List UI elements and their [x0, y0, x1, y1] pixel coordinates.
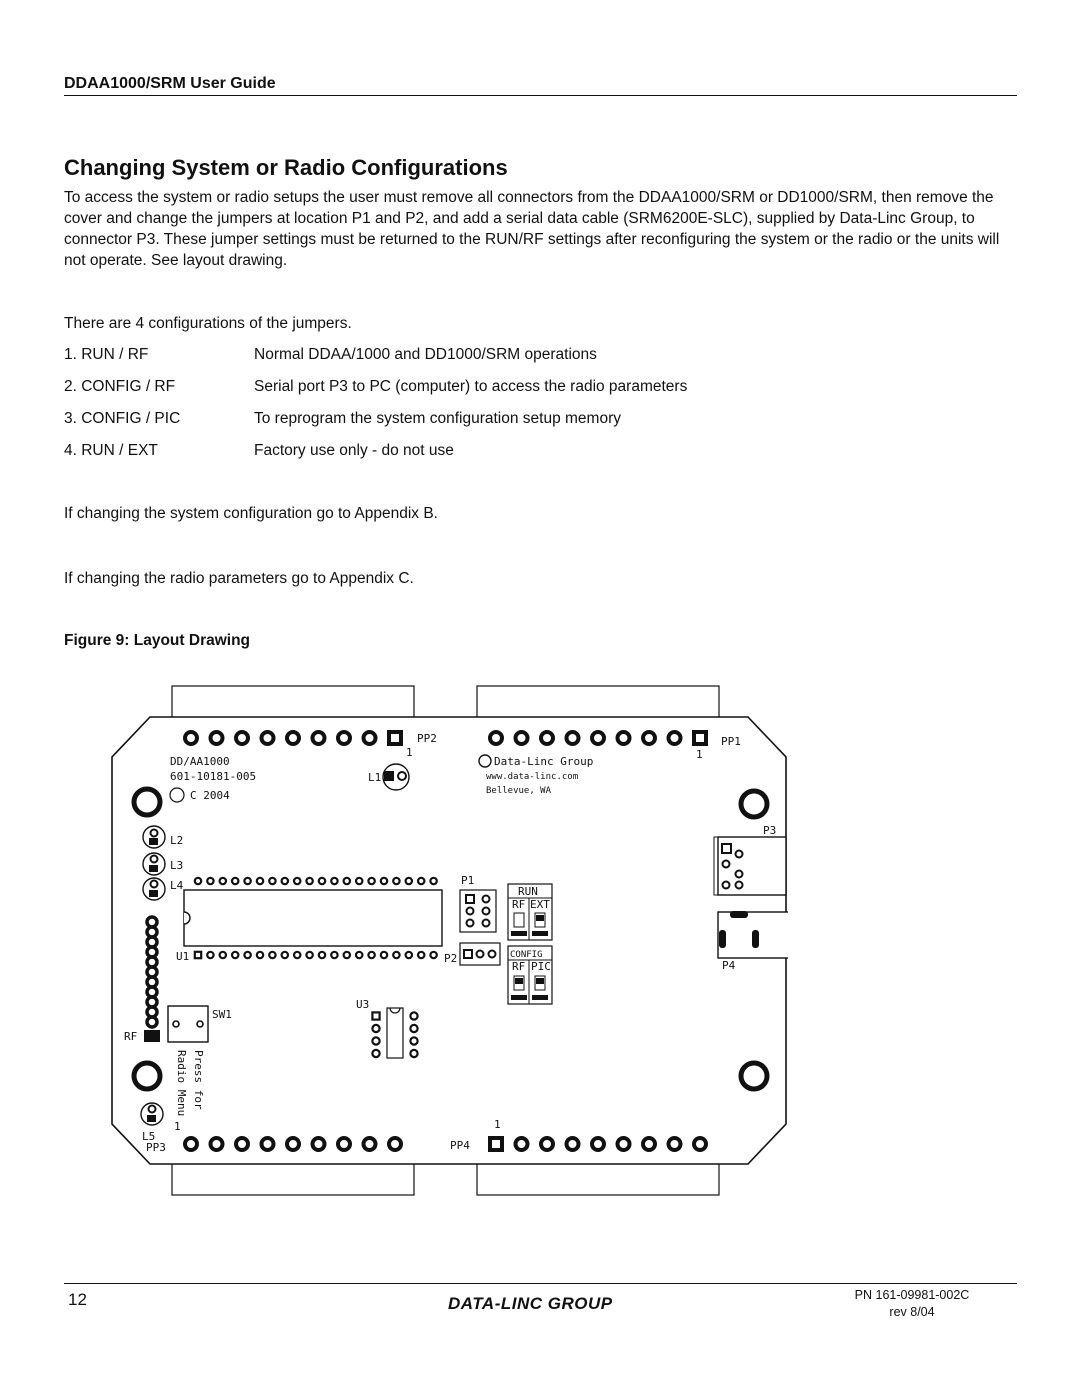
label-copyright: C 2004: [190, 789, 230, 802]
label-p1: P1: [461, 874, 475, 887]
label-part-number: 601-10181-005: [170, 770, 257, 783]
config-row: [64, 410, 964, 430]
footer-rev: rev 8/04: [889, 1305, 935, 1319]
part-number-block: [842, 1287, 982, 1321]
label-p4: P4: [722, 959, 736, 972]
label-l5: L5: [142, 1130, 156, 1143]
legend-pic: PIC: [531, 960, 551, 973]
label-l4: L4: [170, 879, 184, 892]
label-url: www.data-linc.com: [486, 772, 579, 782]
legend-rf: RF: [512, 960, 526, 973]
switch-sw1: [168, 1006, 208, 1042]
footer-pn: PN 161-09981-002C: [854, 1288, 970, 1302]
jumper-p2: [460, 943, 500, 965]
configs-intro: There are 4 configurations of the jumpers.: [64, 315, 352, 332]
page-number: 12: [68, 1290, 87, 1309]
label-l2: L2: [170, 834, 184, 847]
label-l1: L1: [368, 771, 382, 784]
label-u3: U3: [356, 998, 370, 1011]
label-pp3: PP3: [146, 1141, 166, 1154]
config-row: [64, 378, 964, 398]
label-pp1: PP1: [721, 735, 741, 748]
rf-pad: [144, 1030, 160, 1042]
label-board-name: DD/AA1000: [170, 755, 230, 768]
footer-brand: DATA-LINC GROUP: [448, 1294, 613, 1313]
config-term: 4. RUN / EXT: [64, 442, 158, 459]
ic-u1-body: [184, 890, 442, 946]
footer-rule: [64, 1283, 1017, 1284]
radio-params-note: If changing the radio parameters go to Appendix C.: [64, 570, 414, 587]
config-desc: Normal DDAA/1000 and DD1000/SRM operations: [254, 346, 597, 363]
ic-u3-body: [387, 1008, 403, 1058]
config-term: 1. RUN / RF: [64, 346, 149, 363]
label-pin-one: 1: [494, 1118, 501, 1131]
config-desc: Serial port P3 to PC (computer) to access the radio parameters: [254, 378, 688, 395]
label-pin-one: 1: [174, 1120, 181, 1133]
system-config-note: If changing the system configuration go to Appendix B.: [64, 505, 438, 522]
label-u1: U1: [176, 950, 190, 963]
label-press-for: Press for: [192, 1050, 205, 1110]
figure-caption: Figure 9: Layout Drawing: [64, 632, 251, 649]
label-p3: P3: [763, 824, 777, 837]
intro-paragraph: To access the system or radio setups the user must remove all connectors from the DDAA1000/SRM or DD1000/SRM, then remove the cover and change the jumpers at location P1 and P2, and add a serial data cable (SRM6200E-SLC), supplied by Data-Linc Group, to connector P3. These jumper settings must be returned to the RUN/RF settings after reconfiguring the system or the radio or the units will not operate. See layout drawing.: [64, 189, 1000, 269]
section-title: Changing System or Radio Configurations: [64, 155, 508, 180]
legend-run: RUN: [518, 885, 538, 898]
label-pin-one: 1: [696, 748, 703, 761]
config-desc: To reprogram the system configuration setup memory: [254, 410, 621, 427]
label-l3: L3: [170, 859, 184, 872]
label-sw1: SW1: [212, 1008, 232, 1021]
label-radio-menu: Radio Menu: [175, 1050, 188, 1117]
label-pin-one: 1: [406, 746, 413, 759]
label-brand: Data-Linc Group: [494, 755, 594, 768]
config-term: 2. CONFIG / RF: [64, 378, 176, 395]
legend-ext: EXT: [530, 898, 550, 911]
label-pp4: PP4: [450, 1139, 470, 1152]
label-rf: RF: [124, 1030, 138, 1043]
config-row: [64, 442, 964, 462]
running-header: DDAA1000/SRM User Guide: [64, 75, 276, 92]
layout-drawing: [108, 684, 788, 1204]
pad-square: [384, 771, 394, 781]
config-row: [64, 346, 964, 366]
header-rule: [64, 95, 1017, 96]
legend-rf: RF: [512, 898, 526, 911]
label-p2: P2: [444, 952, 458, 965]
legend-config: CONFIG: [510, 950, 543, 960]
label-city: Bellevue, WA: [486, 786, 552, 796]
config-term: 3. CONFIG / PIC: [64, 410, 181, 427]
label-pp2: PP2: [417, 732, 437, 745]
config-desc: Factory use only - do not use: [254, 442, 454, 459]
